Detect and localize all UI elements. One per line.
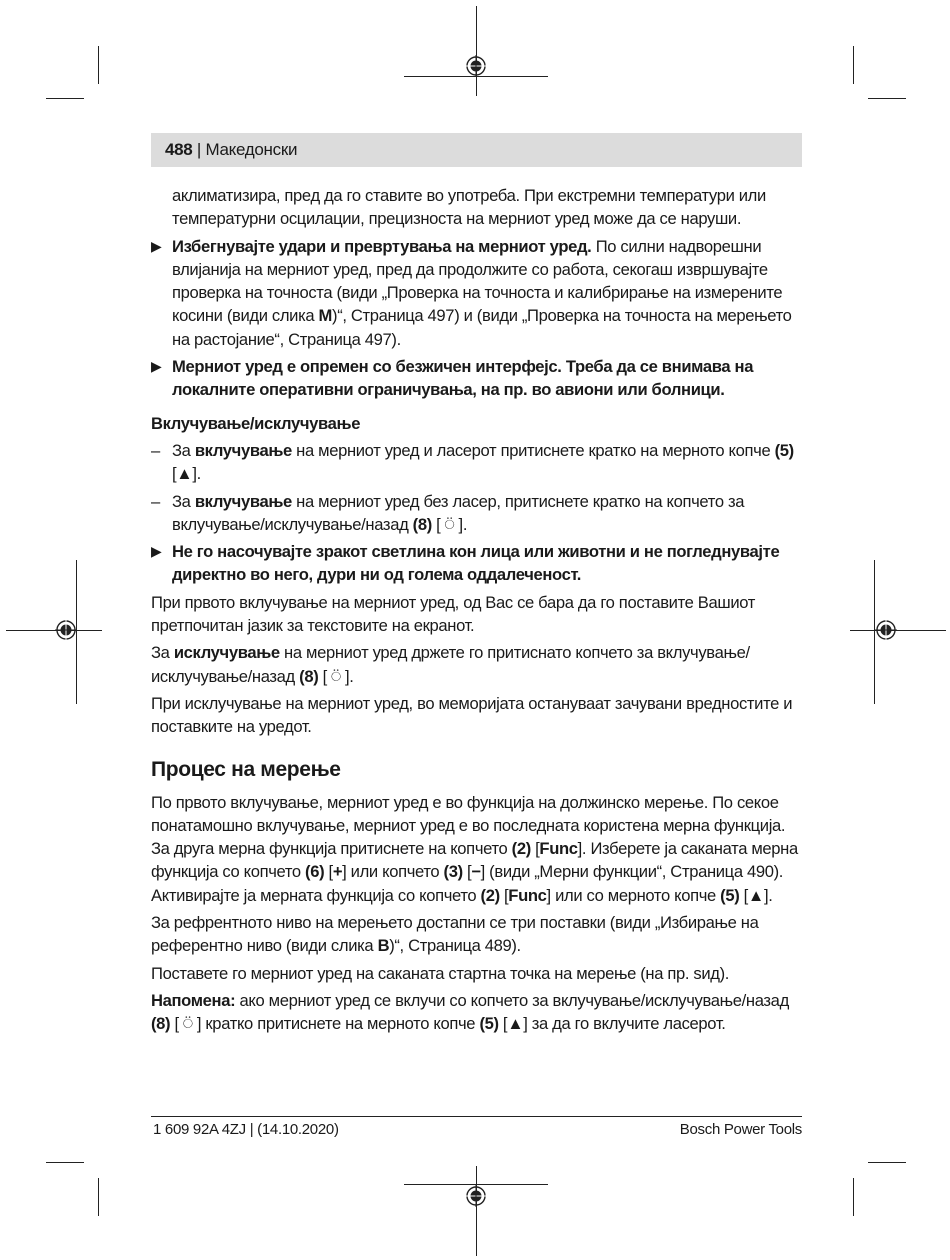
registration-target-icon (465, 1185, 487, 1207)
paragraph: За исклучување на мерниот уред држете го притиснато копчето за вклучување/исклучување/назад (8) [ ⍥ ]. (151, 643, 750, 686)
dash-bullet: – (151, 440, 160, 460)
paragraph: При првото вклучување на мерниот уред, од Вас се бара да го поставите Вашиот претпочитан јазик за текстовите на екранот. (151, 592, 756, 636)
header-text (165, 141, 297, 159)
brand-name: Bosch Power Tools (679, 1121, 802, 1138)
crop-mark (853, 46, 854, 84)
triangle-bullet-icon: ▶ (151, 543, 162, 560)
registration-target-icon (55, 619, 77, 641)
triangle-bullet-icon: ▶ (151, 237, 162, 254)
dash-item: – За вклучување на мерниот уред и ласерот притиснете кратко на мерното копче (5) [▲]. (151, 440, 794, 484)
figure-ref: M (318, 306, 333, 326)
crop-mark (46, 1162, 84, 1163)
section-heading: Вклучување/исклучување (151, 413, 361, 433)
paragraph: За рефрентното ниво на мерењето достапни се три поставки (види „Избирање на референтно ниво (види слика B)“, Страница 489). (151, 913, 759, 956)
dash-item: – За вклучување на мерниот уред без ласер, притиснете кратко на копчето за вклучување/исклучување/назад (8) [ ⍥ ]. (151, 491, 745, 534)
register-line (476, 6, 477, 96)
warning-item (151, 355, 806, 402)
paragraph: По првото вклучување, мерниот уред е во функција на должинско мерење. По секое понатамошно вклучување, мерниот уред е во последната користена мерна функција. За друга мерна функција притиснете на копчето (2) [Func]. Изберете ја саканата мерна функција со копчето (6) [+] или копчето (3) [−] (види „Мерни функции“, Страница 490). Активирајте ја мерната функција со копчето (2) [Func] или со мерното копче (5) [▲]. (151, 792, 798, 905)
crop-mark (868, 98, 906, 99)
crop-mark (46, 98, 84, 99)
header-separator: | (192, 140, 206, 159)
header-language: Македонски (205, 140, 298, 159)
dash-bullet: – (151, 491, 160, 511)
warning-item: ▶ Избегнувајте удари и превртувања на мерниот уред. По силни надворешни влијанија на мерниот уред, пред да продолжите со работа, секогаш извршувајте проверка на точноста (види „Проверка на точноста и калибрирање на измерените косини (види слика M)“, Страница 497) и (види „Проверка на точноста на мерењето на растојание“, Страница 497). (151, 236, 792, 349)
paragraph: Поставете го мерниот уред на саканата стартна точка на мерење (на пр. ѕид). (151, 963, 730, 983)
note-label: Напомена: (151, 990, 236, 1010)
triangle-bullet-icon: ▶ (151, 358, 162, 375)
note-paragraph: Напомена: ако мерниот уред се вклучи со копчето за вклучување/исклучување/назад (8) [ ⍥ ] кратко притиснете на мерното копче (5) [▲] за да го вклучите ласерот. (151, 990, 789, 1034)
paragraph: аклиматизира, пред да го ставите во употреба. При екстремни температури или температурни осцилации, прецизноста на мерниот уред може да се наруши. (172, 186, 766, 229)
warning-bold: Избегнувајте удари и превртувања на мерниот уред. (172, 236, 592, 256)
paragraph: При исклучување на мерниот уред, во меморијата остануваат зачувани вредностите и поставките на уредот. (151, 693, 793, 737)
crop-mark (98, 1178, 99, 1216)
warning-bold: Не го насочувајте зракот светлина кон лица или животни и не погледнувајте директно во него, дури ни од голема оддалеченост. (172, 542, 780, 585)
registration-target-icon (465, 55, 487, 77)
registration-target-icon (875, 619, 897, 641)
doc-code: 1 609 92A 4ZJ | (14.10.2020) (153, 1121, 339, 1138)
crop-mark (853, 1178, 854, 1216)
page-header (151, 133, 802, 167)
warning-item (151, 540, 806, 587)
page-content (151, 184, 806, 1040)
warning-bold: Мерниот уред е опремен со безжичен интерфејс. Треба да се внимава на локалните оперативни ограничувања, на пр. во авиони или болници. (172, 357, 754, 400)
register-line (6, 630, 102, 631)
page-footer (151, 1116, 802, 1138)
register-line (476, 1166, 477, 1256)
crop-mark (98, 46, 99, 84)
section-title: Процес на мерење (151, 757, 341, 781)
crop-mark (868, 1162, 906, 1163)
register-line (850, 630, 946, 631)
page-number: 488 (165, 140, 193, 159)
